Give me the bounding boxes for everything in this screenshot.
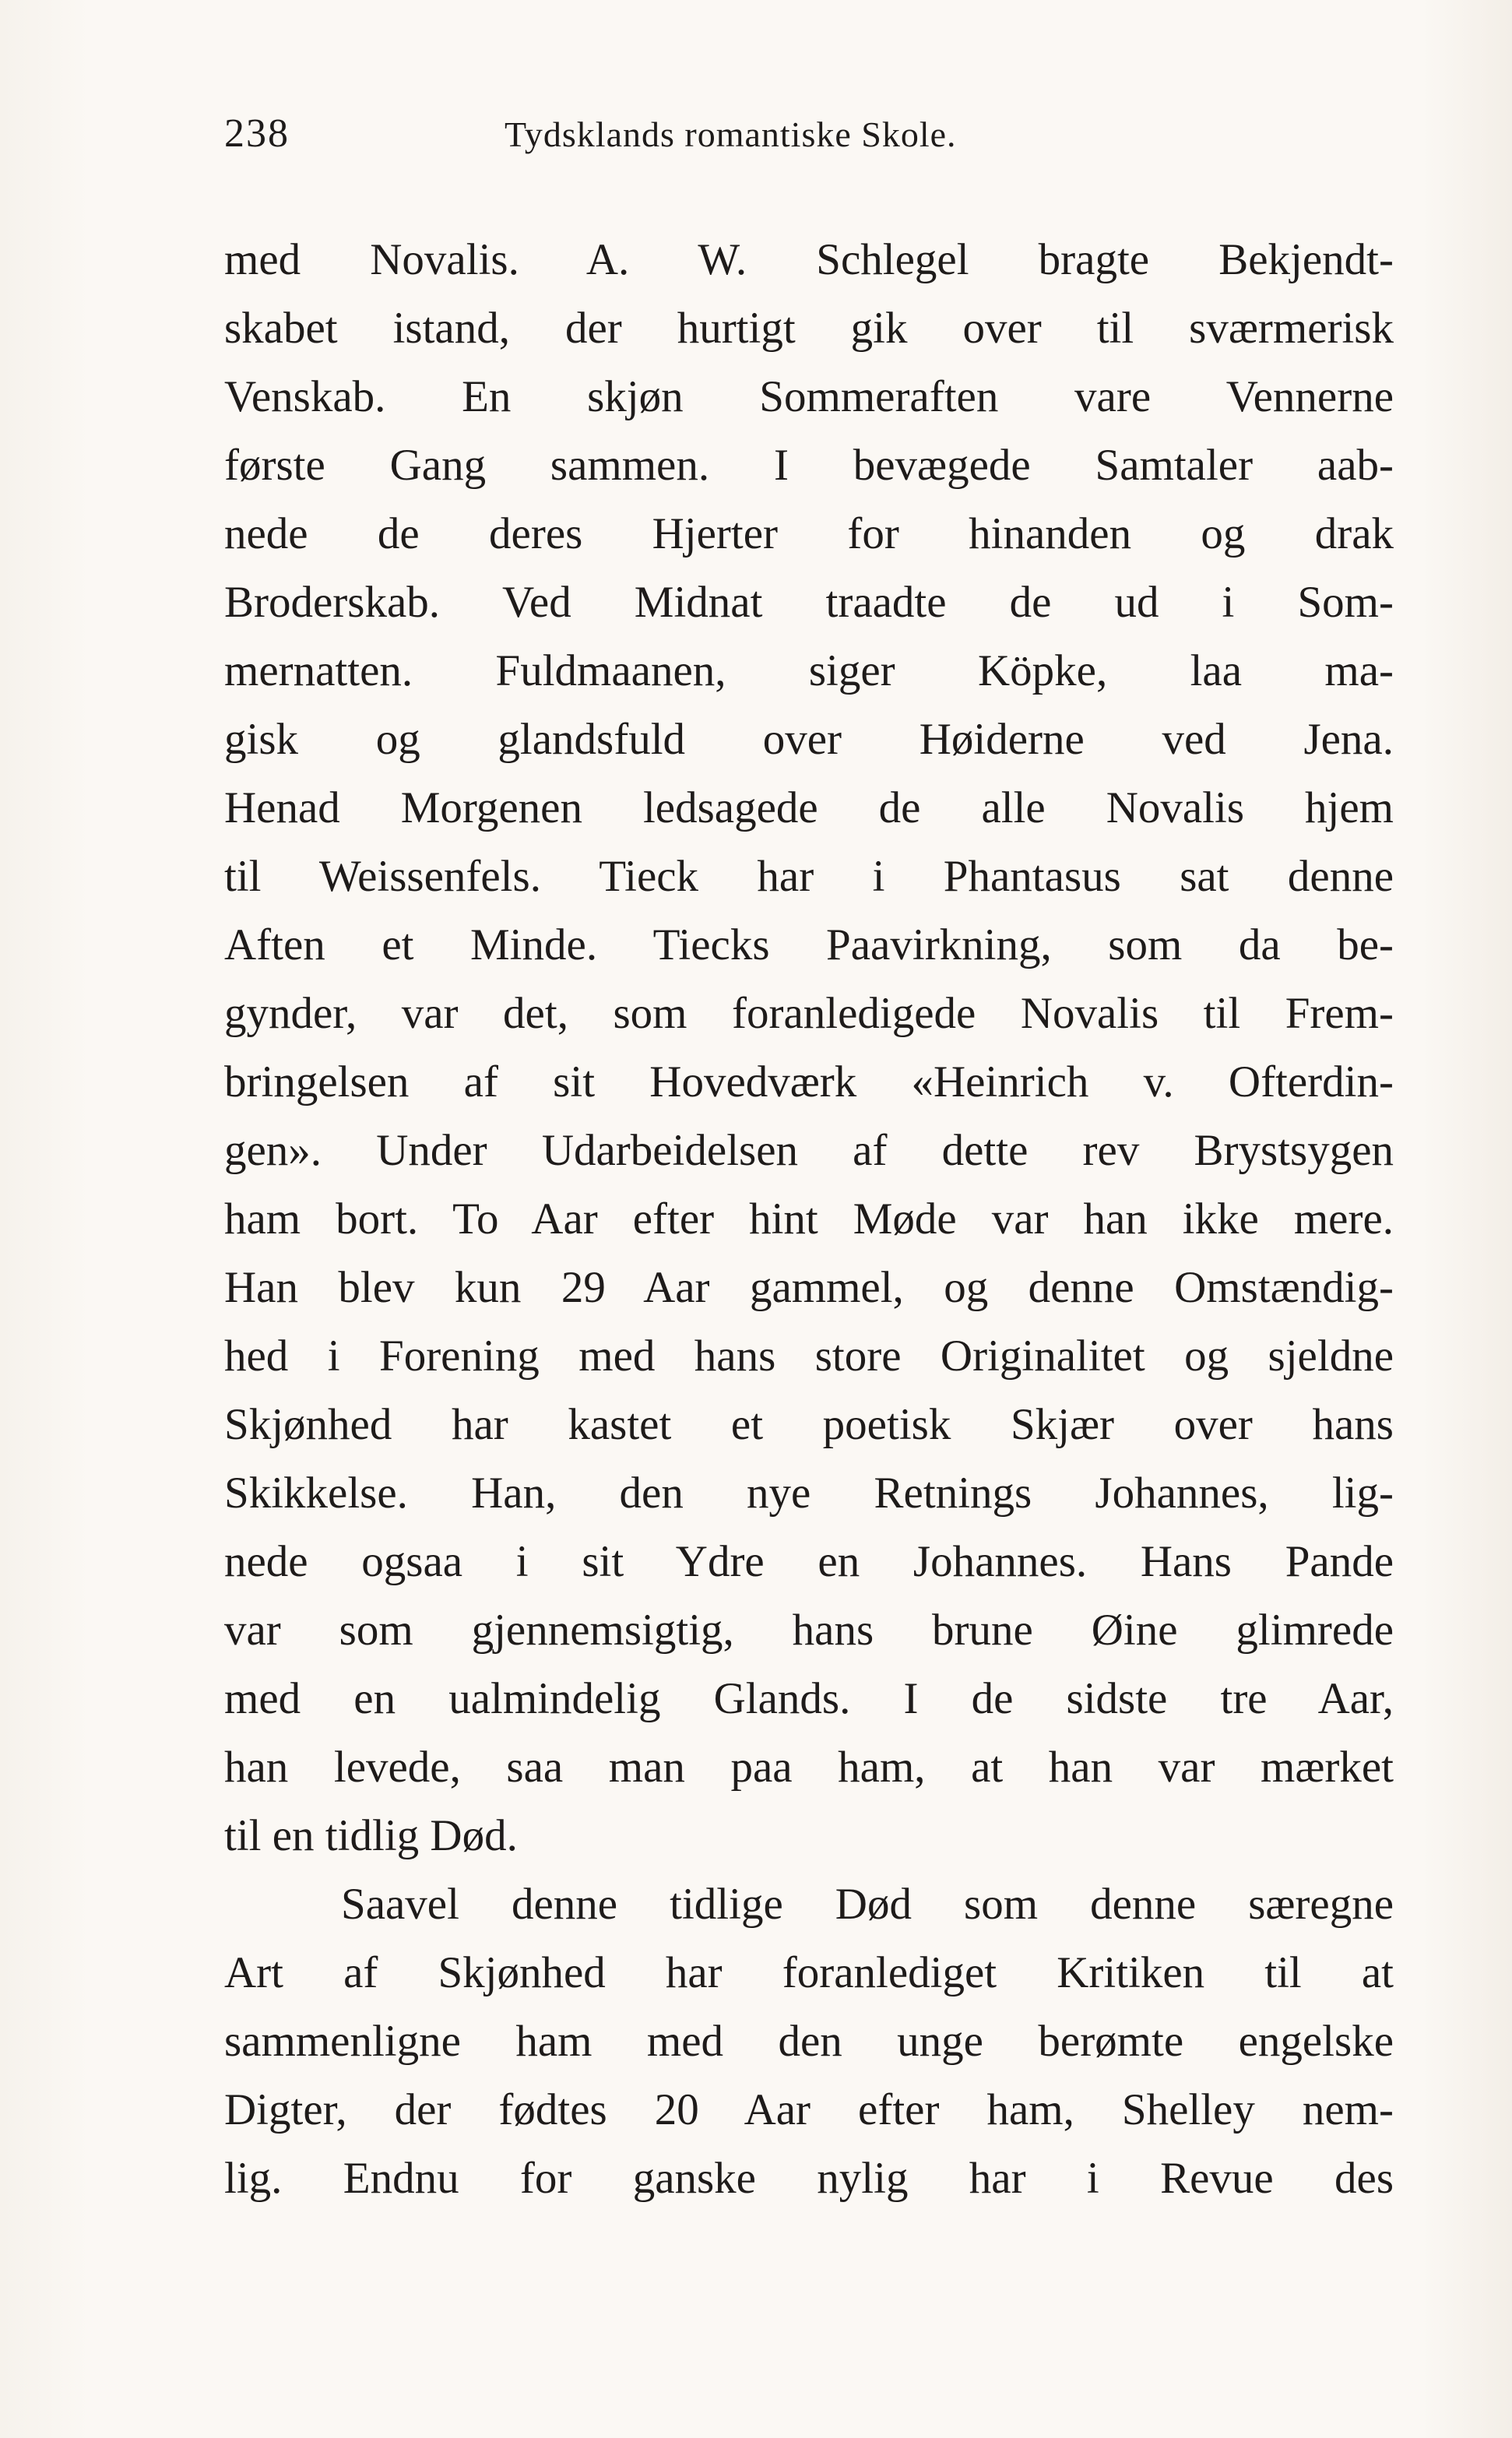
text-line: nede de deres Hjerter for hinanden og drak [224, 509, 1394, 558]
running-title: Tydsklands romantiske Skole. [505, 114, 957, 154]
text-line: Art af Skjønhed har foranlediget Kritiken til at [224, 1948, 1394, 1997]
text-line: Venskab. En skjøn Sommeraften vare Vennerne [224, 372, 1394, 421]
text-line: med Novalis. A. W. Schlegel bragte Bekjendt- [224, 235, 1394, 284]
text-line: Henad Morgenen ledsagede de alle Novalis hjem [224, 783, 1394, 832]
text-line: nede ogsaa i sit Ydre en Johannes. Hans Pande [224, 1537, 1394, 1586]
text-line: første Gang sammen. I bevægede Samtaler aab- [224, 441, 1394, 490]
text-line: han levede, saa man paa ham, at han var mærket [224, 1743, 1394, 1792]
text-line: Han blev kun 29 Aar gammel, og denne Omstændig- [224, 1263, 1394, 1312]
text-line: sammenligne ham med den unge berømte engelske [224, 2017, 1394, 2066]
text-line: var som gjennemsigtig, hans brune Øine glimrede [224, 1606, 1394, 1655]
text-line: lig. Endnu for ganske nylig har i Revue des [224, 2154, 1394, 2203]
page-number: 238 [224, 111, 290, 156]
text-line: Digter, der fødtes 20 Aar efter ham, Shelley nem- [224, 2085, 1394, 2134]
paragraph-start-line: Saavel denne tidlige Død som denne særegne [341, 1880, 1394, 1929]
text-line: gynder, var det, som foranledigede Novalis til Frem- [224, 989, 1394, 1038]
text-line: skabet istand, der hurtigt gik over til sværmerisk [224, 304, 1394, 353]
text-line: ham bort. To Aar efter hint Møde var han ikke mere. [224, 1194, 1394, 1244]
text-line: gen». Under Udarbeidelsen af dette rev Brystsygen [224, 1126, 1394, 1175]
text-line: Broderskab. Ved Midnat traadte de ud i Som- [224, 578, 1394, 627]
text-line: bringelsen af sit Hovedværk «Heinrich v. Ofterdin- [224, 1057, 1394, 1106]
text-line: med en ualmindelig Glands. I de sidste tre Aar, [224, 1674, 1394, 1723]
body-text [224, 226, 1394, 2213]
text-line: mernatten. Fuldmaanen, siger Köpke, laa ma- [224, 646, 1394, 695]
text-line: gisk og glandsfuld over Høiderne ved Jena. [224, 715, 1394, 764]
text-line: hed i Forening med hans store Originalitet og sjeldne [224, 1332, 1394, 1381]
running-head [224, 111, 1109, 165]
paragraph-end-line: til en tidlig Død. [224, 1811, 518, 1860]
text-line: til Weissenfels. Tieck har i Phantasus sat denne [224, 852, 1394, 901]
text-line: Skjønhed har kastet et poetisk Skjær over hans [224, 1400, 1394, 1449]
text-line: Aften et Minde. Tiecks Paavirkning, som da be- [224, 920, 1394, 969]
text-line: Skikkelse. Han, den nye Retnings Johannes, lig- [224, 1469, 1394, 1518]
